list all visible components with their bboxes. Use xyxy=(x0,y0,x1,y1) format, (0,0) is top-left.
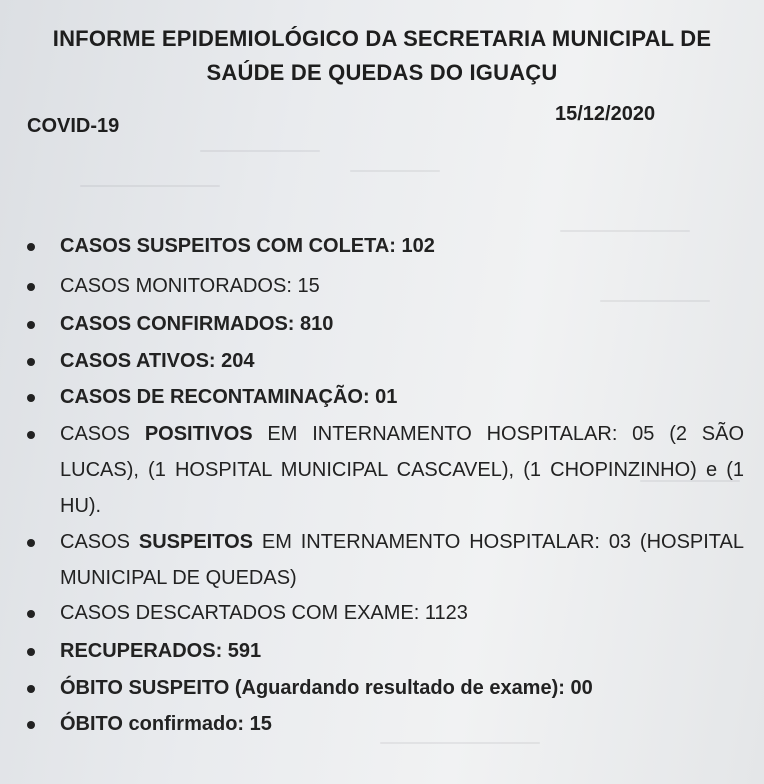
bullet-icon xyxy=(27,321,35,329)
list-item-text: CASOS DESCARTADOS COM EXAME: 1123 xyxy=(60,602,468,624)
list-item-text-pre: CASOS xyxy=(60,531,139,553)
list-item-discarded xyxy=(60,595,744,631)
ghost-mark xyxy=(350,170,440,172)
report-date: 15/12/2020 xyxy=(555,103,656,125)
bullet-icon xyxy=(27,648,35,656)
list-item-active xyxy=(60,343,744,379)
list-item-positive-hospitalized xyxy=(60,416,744,524)
bullet-icon xyxy=(27,394,35,402)
list-item-monitored xyxy=(60,268,744,304)
list-item-text-post: EM INTERNAMENTO HOSPITALAR: 03 (HOSPITAL MUNICIPAL DE QUEDAS) xyxy=(60,531,745,589)
document-title-line1: INFORME EPIDEMIOLÓGICO DA SECRETARIA MUNICIPAL DE xyxy=(52,26,712,51)
ghost-mark xyxy=(380,742,540,744)
list-item-text-pre: CASOS xyxy=(60,423,145,445)
bullet-icon xyxy=(27,539,35,547)
ghost-mark xyxy=(200,150,320,152)
list-item-text: CASOS CONFIRMADOS: 810 xyxy=(60,313,334,335)
list-item-text: RECUPERADOS: 591 xyxy=(60,640,262,662)
list-item-text-strong: POSITIVOS xyxy=(144,423,253,445)
list-item-recontamination xyxy=(60,379,744,415)
bullet-icon xyxy=(27,283,35,291)
list-item-text: CASOS DE RECONTAMINAÇÃO: 01 xyxy=(60,386,398,408)
list-item-text: ÓBITO SUSPEITO (Aguardando resultado de exame): 00 xyxy=(60,677,593,699)
list-item-text-strong: SUSPEITOS xyxy=(138,531,253,553)
list-item-text: CASOS ATIVOS: 204 xyxy=(60,350,255,372)
bullet-icon xyxy=(27,610,35,618)
list-item-confirmed-death xyxy=(60,706,744,742)
list-item-text: CASOS MONITORADOS: 15 xyxy=(60,275,320,297)
list-item-confirmed xyxy=(60,306,744,342)
list-item-suspect-hospitalized xyxy=(60,524,744,596)
list-item-text: ÓBITO confirmado: 15 xyxy=(60,713,272,735)
bullet-icon xyxy=(27,358,35,366)
bullet-icon xyxy=(27,685,35,693)
bullet-icon xyxy=(27,721,35,729)
document-title-line2: SAÚDE DE QUEDAS DO IGUAÇU xyxy=(206,60,558,85)
list-item-text-post: EM INTERNAMENTO HOSPITALAR: 05 (2 SÃO LUCAS), (1 HOSPITAL MUNICIPAL CASCAVEL), (1 CHOPINZINHO) e (1 HU). xyxy=(60,423,745,517)
list-item-suspect-collected xyxy=(60,228,744,264)
bullet-icon xyxy=(27,431,35,439)
ghost-mark xyxy=(80,185,220,187)
list-item-text: CASOS SUSPEITOS COM COLETA: 102 xyxy=(60,235,435,257)
bullet-icon xyxy=(27,243,35,251)
list-item-recovered xyxy=(60,633,744,669)
list-item-suspect-death xyxy=(60,670,744,706)
subject-label: COVID-19 xyxy=(27,115,120,137)
